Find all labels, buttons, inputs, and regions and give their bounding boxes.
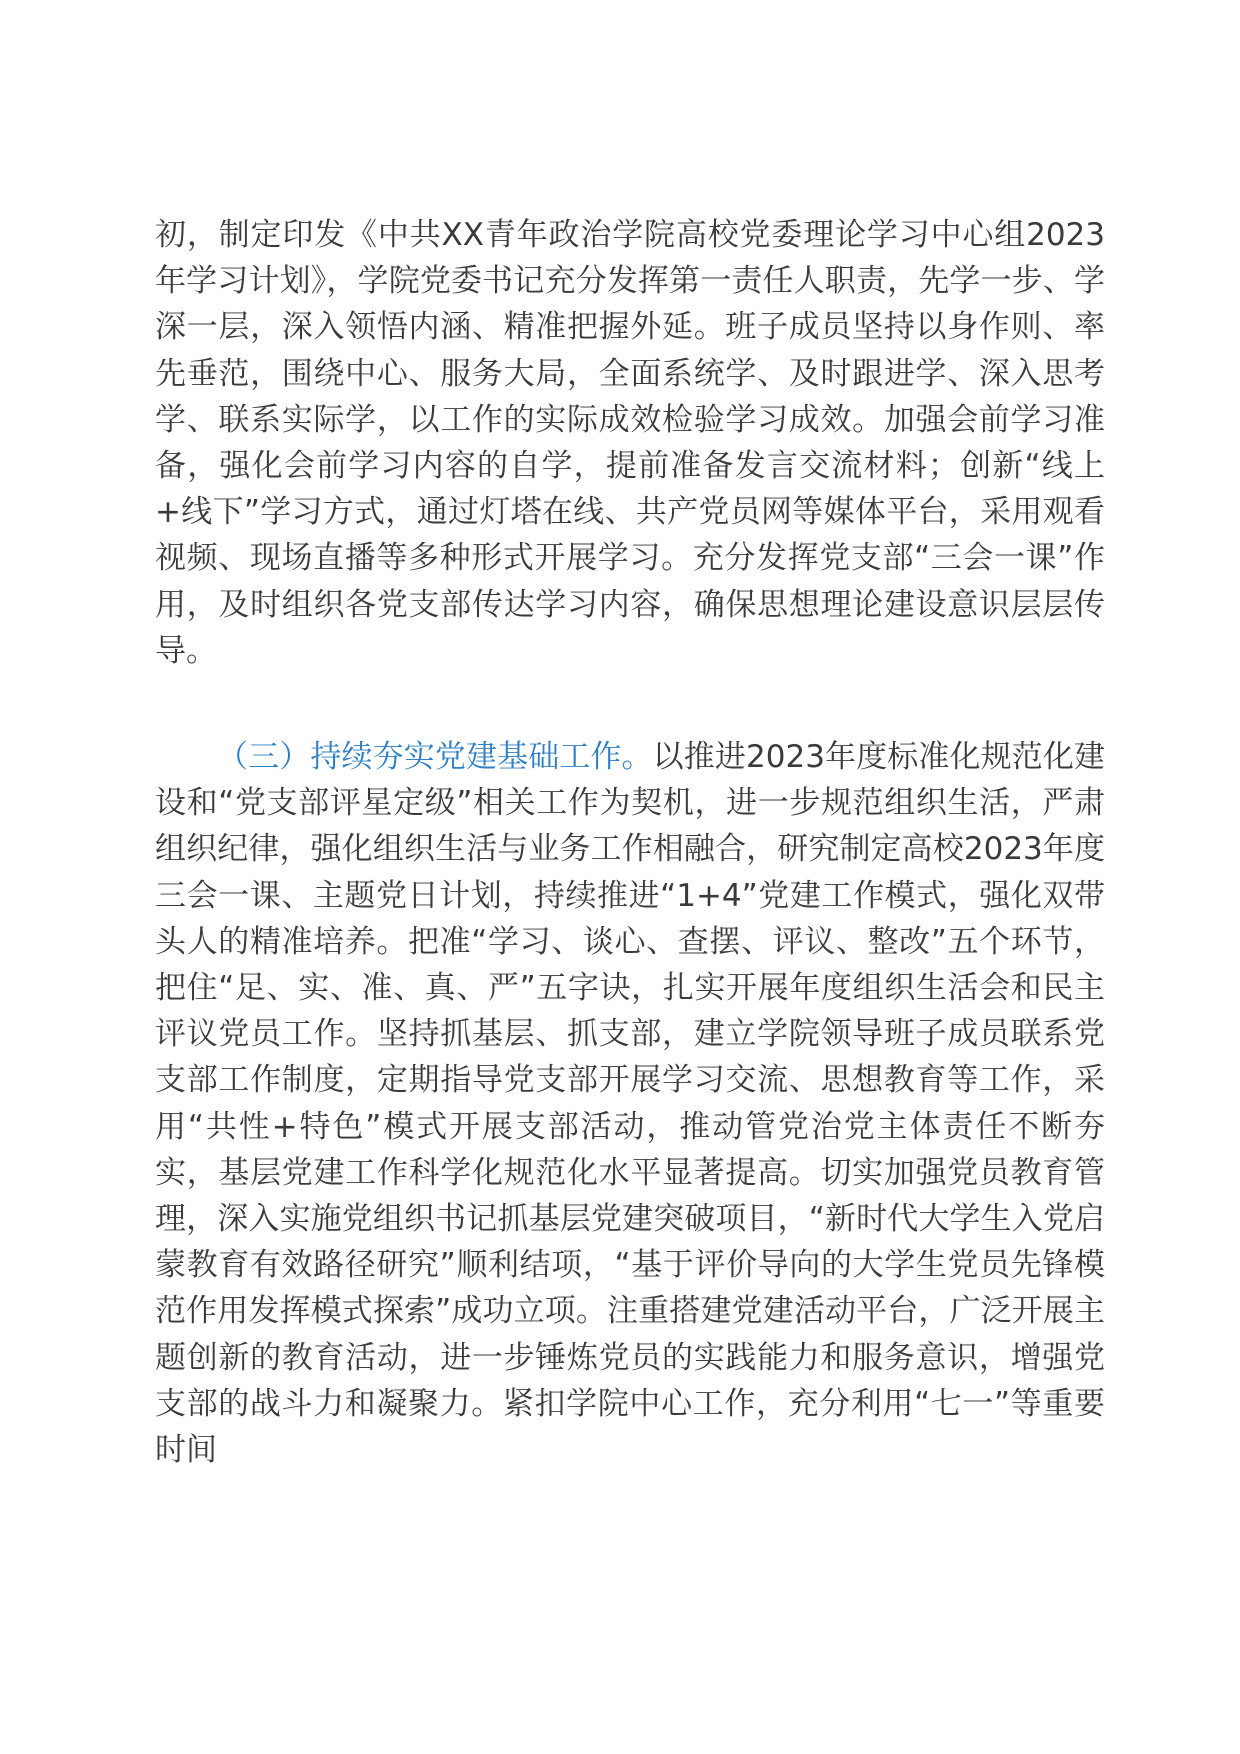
paragraph-1-text: 初，制定印发《中共XX青年政治学院高校党委理论学习中心组2023年学习计划》，学院党委书记充分发挥第一责任人职责，先学一步、学深一层，深入领悟内涵、精准把握外延。班子成员坚持以身作则、率先垂范，围绕中心、服务大局，全面系统学、及时跟进学、深入思考学、联系实际学，以工作的实际成效检验学习成效。加强会前学习准备，强化会前学习内容的自学，提前准备发言交流材料；创新“线上+线下”学习方式，通过灯塔在线、共产党员网等媒体平台，采用观看视频、现场直播等多种形式开展学习。充分发挥党支部“三会一课”作用，及时组织各党支部传达学习内容，确保思想理论建设意识层层传导。 <box>155 217 1105 669</box>
section-heading-3: （三）持续夯实党建基础工作。 <box>217 739 653 775</box>
body-paragraph-1 <box>155 212 1105 674</box>
body-paragraph-2 <box>155 734 1105 1473</box>
paragraph-2-text: 以推进2023年度标准化规范化建设和“党支部评星定级”相关工作为契机，进一步规范组织生活，严肃组织纪律，强化组织生活与业务工作相融合，研究制定高校2023年度三会一课、主题党日计划，持续推进“1+4”党建工作模式，强化双带头人的精准培养。把准“学习、谈心、查摆、评议、整改”五个环节，把住“足、实、准、真、严”五字诀，扎实开展年度组织生活会和民主评议党员工作。坚持抓基层、抓支部，建立学院领导班子成员联系党支部工作制度，定期指导党支部开展学习交流、思想教育等工作，采用“共性+特色”模式开展支部活动，推动管党治党主体责任不断夯实，基层党建工作科学化规范化水平显著提高。切实加强党员教育管理，深入实施党组织书记抓基层党建突破项目，“新时代大学生入党启蒙教育有效路径研究”顺利结项，“基于评价导向的大学生党员先锋模范作用发挥模式探索”成功立项。注重搭建党建活动平台，广泛开展主题创新的教育活动，进一步锤炼党员的实践能力和服务意识，增强党支部的战斗力和凝聚力。紧扣学院中心工作，充分利用“七一”等重要时间 <box>155 739 1105 1469</box>
